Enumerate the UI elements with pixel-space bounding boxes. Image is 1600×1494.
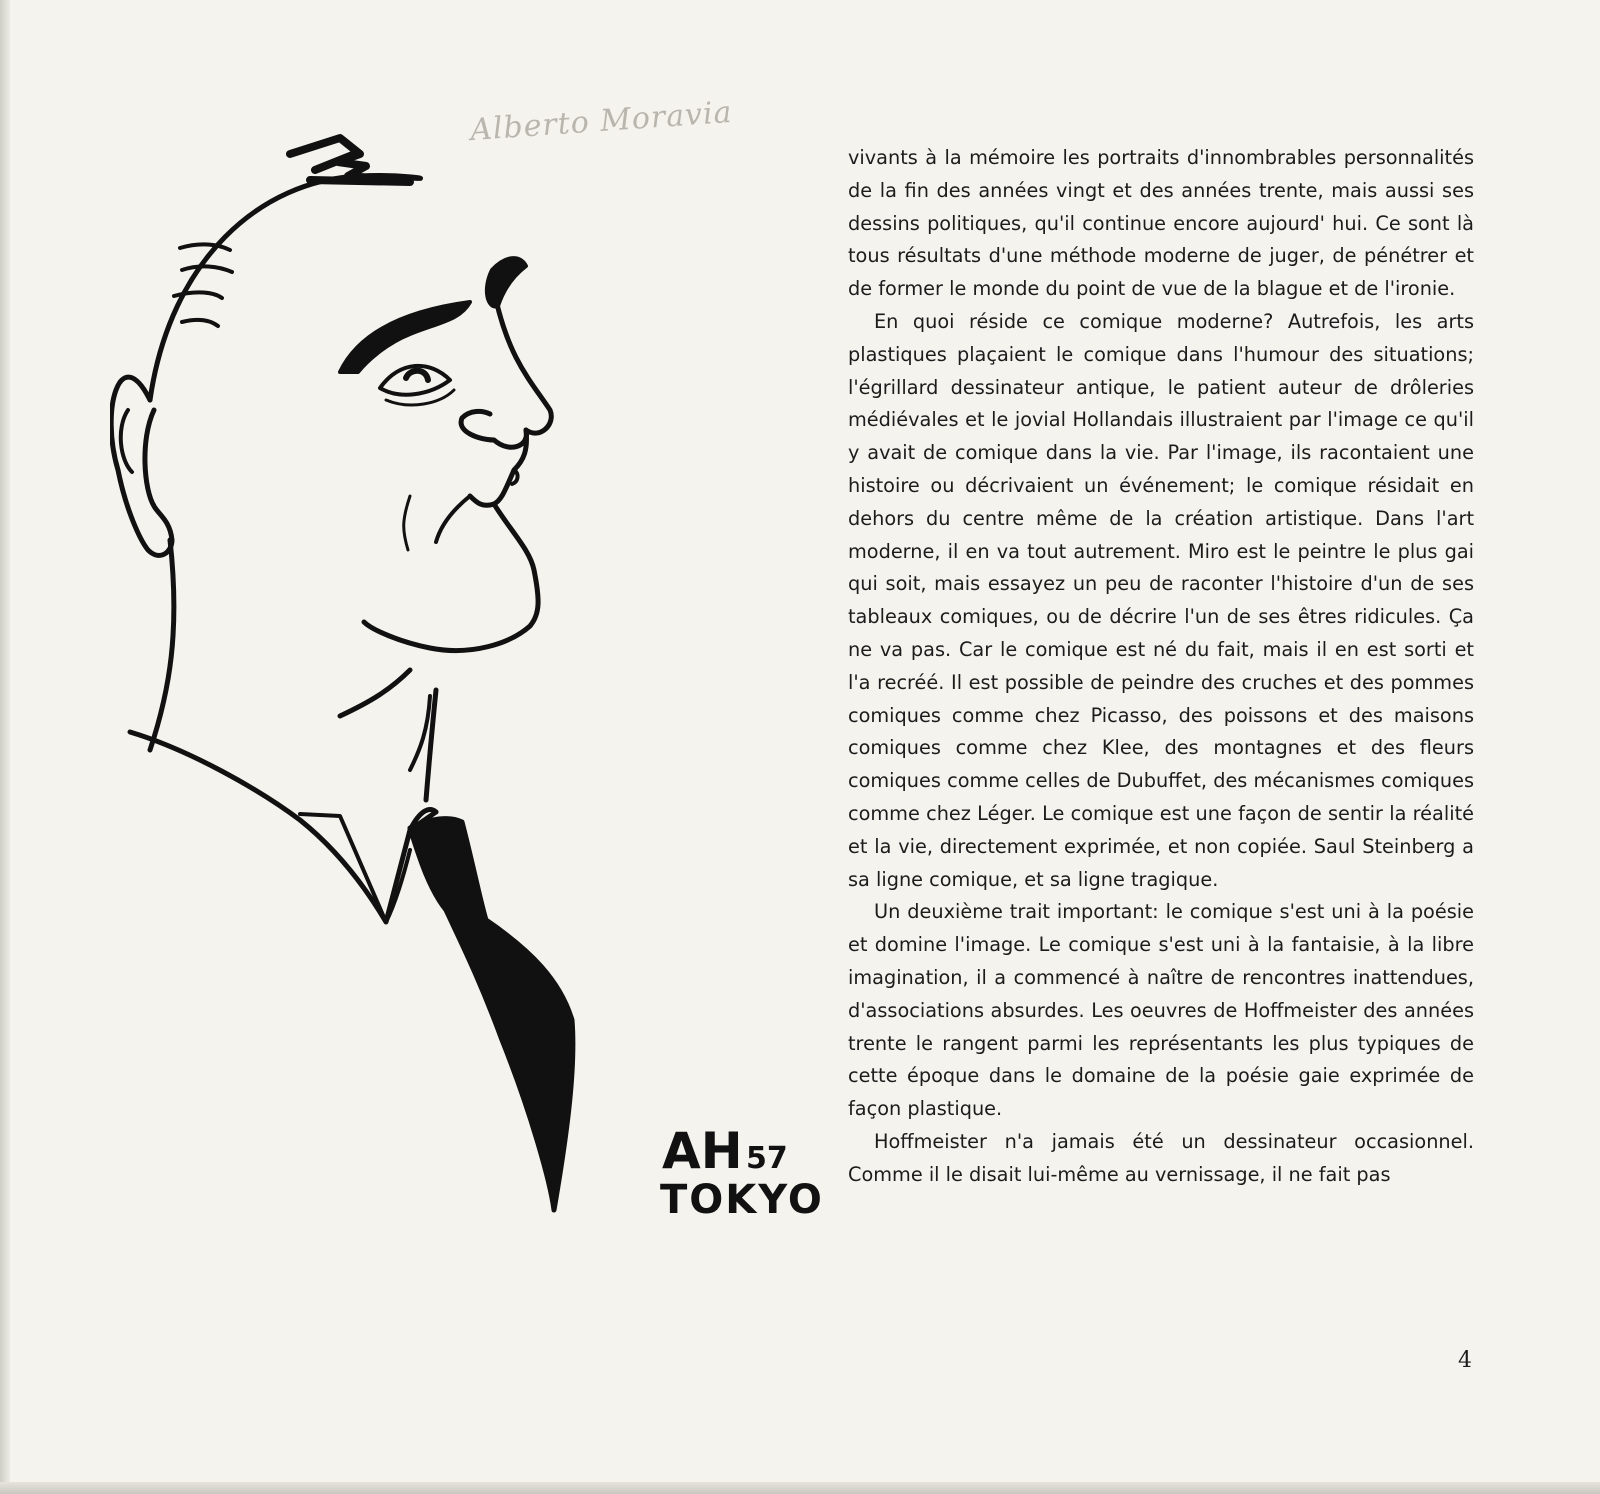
cheek-line (436, 496, 470, 542)
paragraph: Hoffmeister n'a jamais été un dessinateur occasionnel. Comme il le disait lui-même au vernissage, il ne fait pas (848, 1129, 1474, 1186)
head-outline (150, 176, 360, 400)
page-binding-edge (0, 0, 10, 1494)
neck-back (150, 540, 174, 750)
pencil-annotation: Alberto Moravia (469, 94, 734, 149)
caricature-drawing (110, 110, 830, 1270)
jaw (364, 504, 538, 651)
signature-city: TOKYO (660, 1177, 824, 1223)
paragraph: En quoi réside ce comique moderne? Autrefois, les arts plastiques plaçaient le comique dans l'humour des situations; l'égrillard dessinateur antique, le patient auteur de drôleries médiévales et le jovial Hollandais illustraient par l'image ce qu'il y avait de comique dans la vie. Par l'image, ils racontaient une histoire ou décrivaient un événement; le comique résidait en dehors du centre même de la création artistique. Dans l'art moderne, il en va tout autrement. Miro est le peintre le plus gai qui soit, mais essayez un peu de raconter l'histoire d'un de ses tableaux comiques, ou de décrire l'un de ses êtres ridicules. Ça ne va pas. Car le comique est né du fait, mais il en est sorti et l'a recréé. Il est possible de peindre des cruches et des pommes comiques comme chez Picasso, des poissons et des maisons comiques comme chez Klee, des montagnes et des fleurs comiques comme celles de Dubuffet, des mécanismes comiques comme chez Léger. Le comique est une façon de sentir la réalité et la vie, directement exprimée, et non copiée. Saul Steinberg a sa ligne comique, et sa ligne tragique. (848, 309, 1474, 891)
paragraph: Un deuxième trait important: le comique s'est uni à la poésie et domine l'image. Le comique s'est uni à la fantaisie, à la libre imagination, il a commencé à naître de rencontres inattendues, d'associations absurdes. Les oeuvres de Hoffmeister des années trente le rangent parmi les représentants les plus typiques de cette époque dans le domaine de la poésie gaie exprimée de façon plastique. (848, 900, 1474, 1121)
eyebrow (340, 302, 470, 372)
body-text (848, 142, 1474, 1192)
signature-year: 57 (746, 1141, 788, 1176)
signature-initials: AH (662, 1122, 743, 1180)
page-bottom-edge (0, 1482, 1600, 1494)
necktie (410, 819, 573, 1210)
collar (130, 732, 436, 922)
nose (461, 300, 551, 447)
page-number: 4 (1458, 1348, 1472, 1373)
ear (111, 377, 172, 555)
paragraph: vivants à la mémoire les portraits d'innombrables personnalités de la fin des années vingt et des années trente, mais aussi ses dessins politiques, qu'il continue encore aujourd' hui. Ce sont là tous résultats d'une méthode moderne de juger, de pénétrer et de former le monde du point de vue de la blague et de l'ironie. (848, 146, 1474, 301)
forehead-lines (174, 244, 232, 326)
neck-front (340, 670, 410, 716)
